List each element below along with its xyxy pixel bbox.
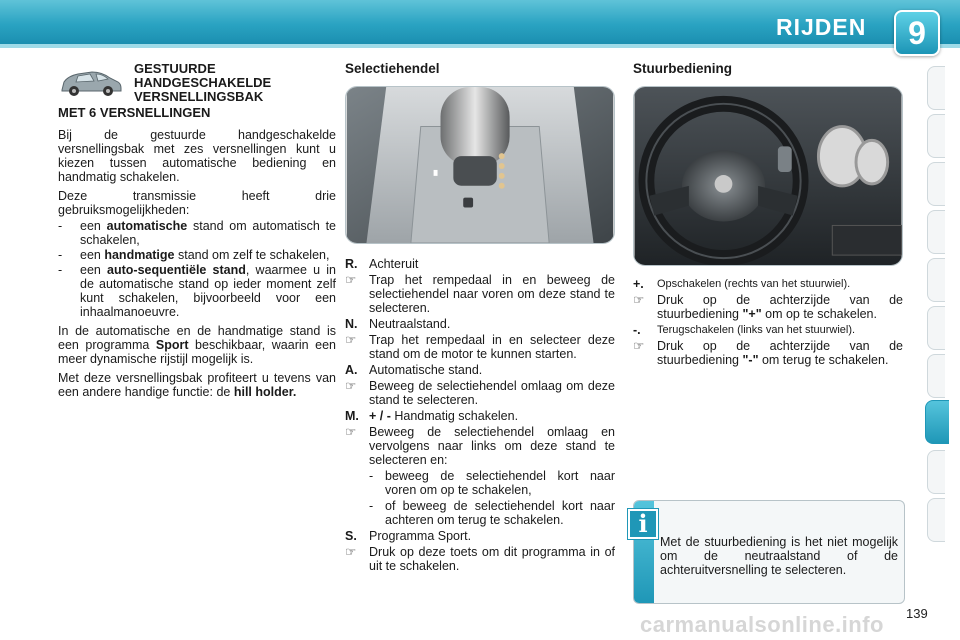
page-number: 139: [906, 606, 928, 621]
position-a: A. Automatische stand.: [345, 363, 483, 377]
modes-intro: Deze transmissie heeft drie gebruiksmogelijkheden:: [58, 189, 336, 217]
position-r: R. Achteruit: [345, 257, 419, 271]
selector-lever-section: [345, 62, 615, 575]
hint-m: ☞ Beweeg de selectiehendel omlaag en vervolgens naar links om deze stand te selecteren en:: [345, 425, 615, 467]
mode-item: - een handmatige stand om zelf te schakelen,: [58, 248, 330, 262]
pointing-hand-icon: ☞: [345, 273, 357, 287]
pointing-hand-icon: ☞: [345, 545, 357, 559]
hint-a: ☞ Beweeg de selectiehendel omlaag om deze stand te selecteren.: [345, 379, 615, 407]
mode-item: - een auto-sequentiële stand, waarmee u in de automatische stand op ieder moment zelf kunt schakelen, bijvoorbeeld voor een inhaalmanoeuvre.: [58, 263, 336, 319]
pointing-hand-icon: ☞: [345, 425, 357, 439]
car-icon: [58, 64, 124, 100]
chapter-tab[interactable]: [927, 114, 945, 158]
chapter-tab[interactable]: [927, 66, 945, 110]
hint-s: ☞ Druk op deze toets om dit programma in of uit te schakelen.: [345, 545, 615, 573]
chapter-title: RIJDEN: [776, 14, 867, 40]
hint-n: ☞ Trap het rempedaal in en selecteer deze stand om de motor te kunnen starten.: [345, 333, 615, 361]
chapter-tab[interactable]: [927, 258, 945, 302]
info-box: [633, 500, 905, 604]
mode-item: - een automatische stand om automatisch te schakelen,: [58, 219, 336, 247]
intro-paragraph: Bij de gestuurde handgeschakelde versnellingsbak met zes versnellingen kunt u kiezen tussen automatische bediening en handmatig schakelen.: [58, 128, 336, 184]
hint-r: ☞ Trap het rempedaal in en beweeg de selectiehendel naar voren om deze stand te selecteren.: [345, 273, 615, 315]
upshift-hint: ☞ Druk op de achterzijde van de stuurbediening "+" om op te schakelen.: [633, 293, 903, 321]
chapter-tab[interactable]: [927, 450, 945, 494]
gear-selector-photo: [345, 86, 615, 244]
section-body: [58, 128, 336, 404]
hill-holder-paragraph: Met deze versnellingsbak profiteert u tevens van een andere handige functie: de hill holder.: [58, 371, 336, 399]
title-line: GESTUURDE: [134, 61, 216, 76]
position-n: N. Neutraalstand.: [345, 317, 451, 331]
section-title-line: MET 6 VERSNELLINGEN: [58, 105, 211, 120]
chapter-tab-active[interactable]: [925, 400, 949, 444]
sport-paragraph: In de automatische en de handmatige stand is een programma Sport beschikbaar, waarin een meer dynamische rijstijl mogelijk is.: [58, 324, 336, 366]
page-header: [0, 0, 960, 58]
chapter-tabs: [927, 66, 960, 576]
title-line: HANDGESCHAKELDE: [134, 75, 272, 90]
pointing-hand-icon: ☞: [345, 379, 357, 393]
downshift-hint: ☞ Druk op de achterzijde van de stuurbediening "-" om terug te schakelen.: [633, 339, 903, 367]
upshift-item: +. Opschakelen (rechts van het stuurwiel).: [633, 277, 851, 291]
title-line: VERSNELLINGSBAK: [134, 89, 264, 104]
chapter-number-badge: 9: [894, 10, 940, 56]
steering-wheel-photo: [633, 86, 903, 266]
position-m: M. + / - Handmatig schakelen.: [345, 409, 519, 423]
section-title: [134, 62, 334, 104]
chapter-tab[interactable]: [927, 306, 945, 350]
section-heading: Selectiehendel: [345, 61, 440, 76]
section-heading: Stuurbediening: [633, 61, 732, 76]
watermark: carmanualsonline.info: [640, 612, 884, 637]
pointing-hand-icon: ☞: [633, 339, 645, 353]
chapter-tab[interactable]: [927, 354, 945, 398]
info-icon: i: [628, 509, 658, 539]
manual-sub-item: - beweeg de selectiehendel kort naar voren om op te schakelen,: [369, 469, 615, 497]
chapter-tab[interactable]: [927, 162, 945, 206]
steering-controls-section: [633, 62, 903, 369]
position-s: S. Programma Sport.: [345, 529, 472, 543]
header-stripe: [0, 44, 960, 48]
manual-sub-item: - of beweeg de selectiehendel kort naar achteren om terug te schakelen.: [369, 499, 615, 527]
chapter-tab[interactable]: [927, 498, 945, 542]
pointing-hand-icon: ☞: [633, 293, 645, 307]
pointing-hand-icon: ☞: [345, 333, 357, 347]
info-text: Met de stuurbediening is het niet mogelijk om de neutraalstand of de achteruitversnelling te selecteren.: [660, 535, 898, 577]
downshift-item: -. Terugschakelen (links van het stuurwiel).: [633, 323, 856, 337]
chapter-tab[interactable]: [927, 210, 945, 254]
